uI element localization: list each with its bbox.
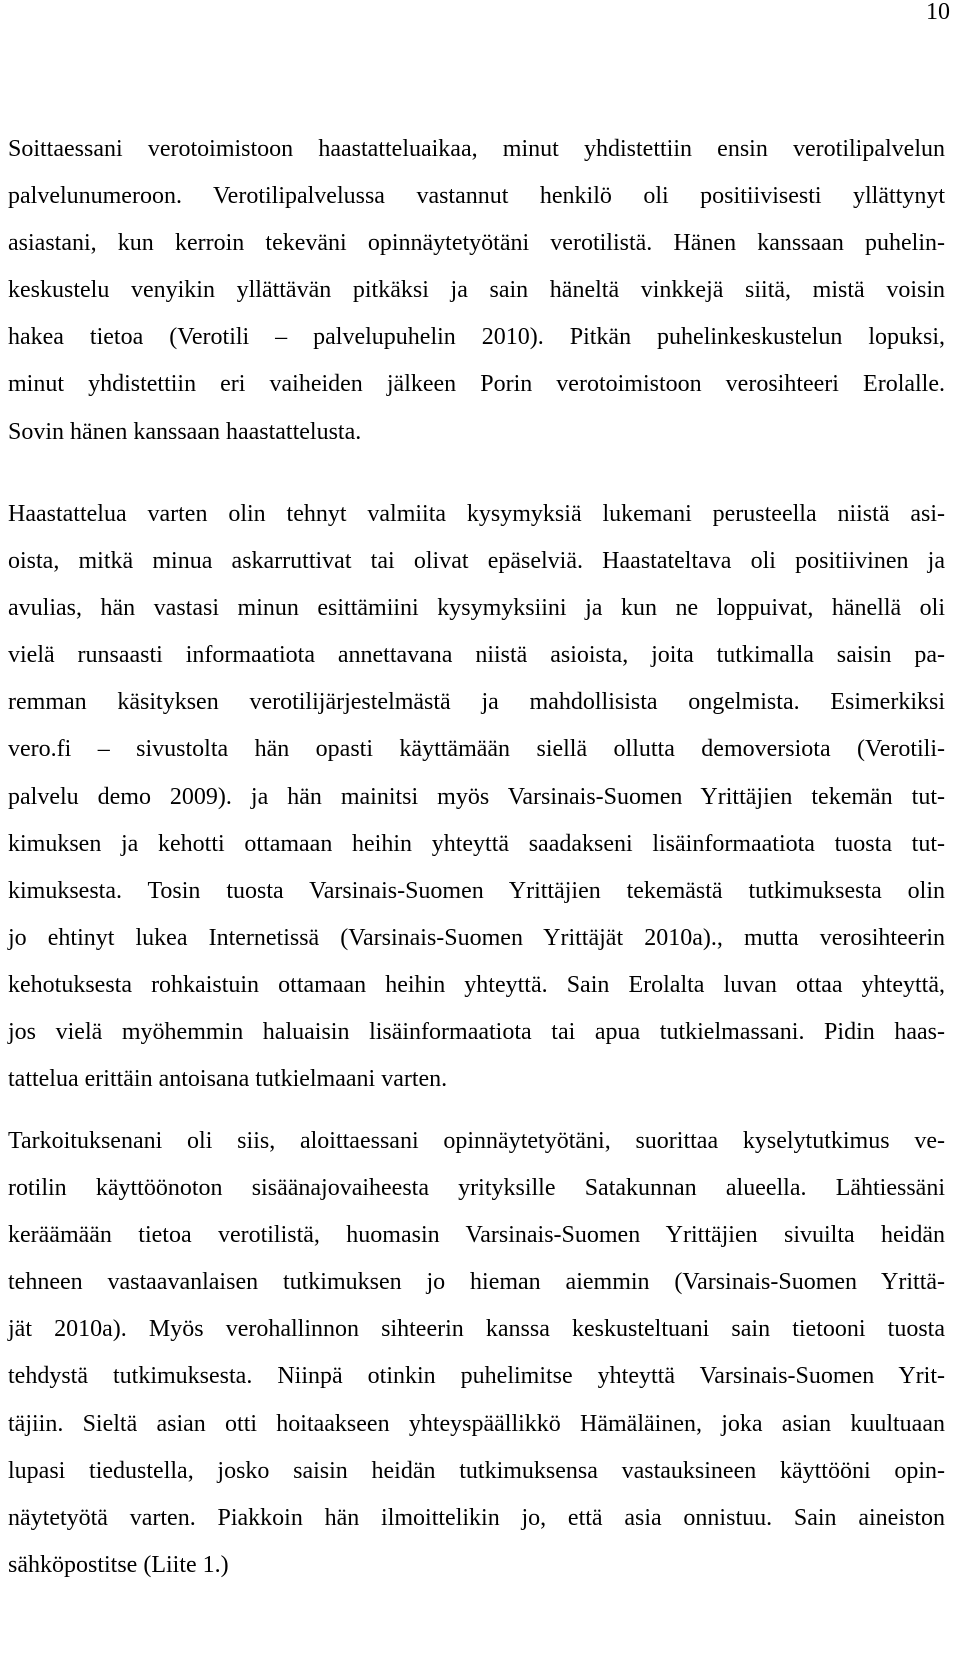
text-line: vero.fi – sivustolta hän opasti käyttämään siellä ollutta demoversiota (Verotili- xyxy=(8,736,945,763)
text-line: vielä runsaasti informaatiota annettavana niistä asioista, joita tutkimalla saisin pa- xyxy=(8,642,945,669)
text-line: asiastani, kun kerroin tekeväni opinnäytetyötäni verotilistä. Hänen kanssaan puhelin- xyxy=(8,230,945,257)
text-line: kimuksen ja kehotti ottamaan heihin yhteyttä saadakseni lisäinformaatiota tuosta tut- xyxy=(8,830,945,857)
paragraph-3 xyxy=(8,1118,945,1589)
paragraph-2 xyxy=(8,491,945,1103)
text-line: jo ehtinyt lukea Internetissä (Varsinais-Suomen Yrittäjät 2010a)., mutta verosihteerin xyxy=(8,924,945,951)
text-line: lupasi tiedustella, josko saisin heidän tutkimuksensa vastauksineen käyttööni opin- xyxy=(8,1457,945,1484)
text-line: kimuksesta. Tosin tuosta Varsinais-Suomen Yrittäjien tekemästä tutkimuksesta olin xyxy=(8,877,945,904)
text-line: palvelunumeroon. Verotilipalvelussa vastannut henkilö oli positiivisesti yllättynyt xyxy=(8,183,945,210)
text-line: oista, mitkä minua askarruttivat tai olivat epäselviä. Haastateltava oli positiivinen ja xyxy=(8,548,945,575)
text-line: keskustelu venyikin yllättävän pitkäksi ja sain häneltä vinkkejä siitä, mistä voisin xyxy=(8,277,945,304)
text-line: minut yhdistettiin eri vaiheiden jälkeen Porin verotoimistoon verosihteeri Erolalle. xyxy=(8,371,945,398)
text-line: avulias, hän vastasi minun esittämiini kysymyksiini ja kun ne loppuivat, hänellä oli xyxy=(8,595,945,622)
text-line: remman käsityksen verotilijärjestelmästä ja mahdollisista ongelmista. Esimerkiksi xyxy=(8,689,945,716)
text-line: näytetyötä varten. Piakkoin hän ilmoittelikin jo, että asia onnistuu. Sain aineiston xyxy=(8,1504,945,1531)
text-line: tehdystä tutkimuksesta. Niinpä otinkin puhelimitse yhteyttä Varsinais-Suomen Yrit- xyxy=(8,1363,945,1390)
text-line: palvelu demo 2009). ja hän mainitsi myös Varsinais-Suomen Yrittäjien tekemän tut- xyxy=(8,783,945,810)
text-line: keräämään tietoa verotilistä, huomasin Varsinais-Suomen Yrittäjien sivuilta heidän xyxy=(8,1222,945,1249)
text-line: sähköpostitse (Liite 1.) xyxy=(8,1551,229,1578)
text-line: Haastattelua varten olin tehnyt valmiita kysymyksiä lukemani perusteella niistä asi- xyxy=(8,501,945,527)
text-line: Sovin hänen kanssaan haastattelusta. xyxy=(8,418,362,445)
text-line: rotilin käyttöönoton sisäänajovaiheesta yrityksille Satakunnan alueella. Lähtiessäni xyxy=(8,1175,945,1202)
text-line: täjiin. Sieltä asian otti hoitaakseen yhteyspäällikkö Hämäläinen, joka asian kuultuaan xyxy=(8,1410,945,1437)
text-line: kehotuksesta rohkaistuin ottamaan heihin yhteyttä. Sain Erolalta luvan ottaa yhteyttä, xyxy=(8,971,945,998)
page-number: 10 xyxy=(926,0,950,25)
text-line: hakea tietoa (Verotili – palvelupuhelin 2010). Pitkän puhelinkeskustelun lopuksi, xyxy=(8,324,945,351)
text-line: Tarkoituksenani oli siis, aloittaessani opinnäytetyötäni, suorittaa kyselytutkimus ve- xyxy=(8,1128,945,1154)
paragraph-1 xyxy=(8,126,945,456)
text-line: Soittaessani verotoimistoon haastatteluaikaa, minut yhdistettiin ensin verotilipalvelun xyxy=(8,136,945,162)
text-line: tehneen vastaavanlaisen tutkimuksen jo hieman aiemmin (Varsinais-Suomen Yrittä- xyxy=(8,1269,945,1296)
text-line: tattelua erittäin antoisana tutkielmaani varten. xyxy=(8,1066,448,1093)
text-line: jos vielä myöhemmin haluaisin lisäinformaatiota tai apua tutkielmassani. Pidin haas- xyxy=(8,1019,945,1046)
text-line: jät 2010a). Myös verohallinnon sihteerin kanssa keskusteltuani sain tietooni tuosta xyxy=(8,1316,945,1343)
